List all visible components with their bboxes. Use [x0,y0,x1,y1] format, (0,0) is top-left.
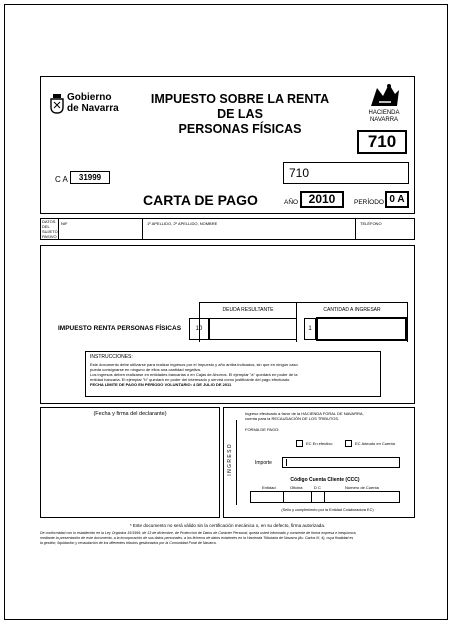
signature-label: (Fecha y firma del declarante) [93,411,167,417]
ccc-oficina-label: Oficina [290,485,303,490]
signature-box[interactable] [40,407,220,518]
tax-row-label: IMPUESTO RENTA PERSONAS FÍSICAS [58,325,182,332]
legal-line-3: la gestión, liquidación y recaudación de los diferentes tributos gestionados por la Comunidad Foral de Navarra. [40,540,217,545]
ingreso-line-2: cuenta para la RECAUDACIÓN DE LOS TRIBUTOS. [245,416,340,421]
nif-field[interactable] [58,218,143,240]
period-field[interactable]: 0 A [385,191,409,208]
document-title: CARTA DE PAGO [143,192,258,208]
debt-amount-field[interactable] [209,318,297,340]
hacienda-navarra-logo-icon [365,80,405,110]
nif-label: NIF [61,221,68,226]
validity-note: * Este documento no será válido sin la certificación mecánica o, en su defecto, firma autorizada. [129,523,326,528]
year-field[interactable]: 2010 [300,191,344,208]
legal-text [40,531,415,545]
ccc-sep-3 [324,491,325,503]
model-number-box: 710 [357,130,407,154]
taxpayer-section-label: DATOS DEL SUJETO PASIVO [42,219,58,239]
payment-form-label: FORMA DE PAGO: [245,427,280,432]
account-label: EC Adeudo en Cuenta [355,441,395,446]
gov-name-line1: Gobierno [67,92,112,103]
box-1-label: 1 [304,318,316,340]
instructions-line-1: Este documento debe utilizarse para realizar ingresos por el Impuesto y año arriba indicados, sin que en ningún caso [90,362,298,367]
instructions-line-4: entidad bancaria. El ejemplar "b" quedará en poder del interesado y servirá como justificante del pago efectuado. [90,377,291,382]
col-header-pay: CANTIDAD A INGRESAR [323,307,381,313]
payment-amount-field[interactable] [316,317,407,341]
ccc-sep-1 [283,491,284,503]
gov-name-line2: de Navarra [67,103,119,114]
ingreso-line-1: Ingreso efectuado a favor de la HACIENDA FORAL DE NAVARRA, [245,411,364,416]
instructions-title: INSTRUCCIONES: [90,354,133,360]
ccc-entidad-label: Entidad [262,485,276,490]
cash-label: EC En efectivo [306,441,333,446]
ccc-field[interactable] [250,491,400,503]
stamp-caption: (Sello y cumplimiento por la Entidad Colaboradora EC) [281,508,374,512]
instructions-box [85,351,381,397]
code-field[interactable]: 710 [283,162,409,184]
year-label: AÑO [284,199,299,206]
account-checkbox[interactable] [345,440,352,447]
gobierno-navarra-logo [50,92,120,120]
phone-label: TELÉFONO [360,221,382,226]
instructions-line-2: pueda consignarse en ninguno de ellos una cantidad negativa. [90,367,201,372]
hacienda-label-line2: NAVARRA [369,117,399,123]
name-label: 1º APELLIDO, 2º APELLIDO, NOMBRE [147,221,218,226]
page-title [150,92,330,137]
ccc-dc-label: D C [314,485,321,490]
cash-checkbox[interactable] [296,440,303,447]
instructions-deadline: FECHA LÍMITE DE PAGO EN PERÍODO VOLUNTARIO: 4 DE JULIO DE 2011 [90,382,232,387]
title-line-2: DE LAS [217,107,263,121]
ccc-numero-label: Número de Cuenta [345,485,379,490]
period-label: PERÍODO [354,199,384,206]
instructions-line-3: Los ingresos deben realizarse en entidades bancarias o en Cajas de Ahorros. El ejemplar "a" quedará en poder de la [90,372,298,377]
amount-field-marker [286,459,287,466]
ca-value-field[interactable]: 31999 [70,171,110,184]
title-line-1: IMPUESTO SOBRE LA RENTA [150,92,330,106]
ccc-sep-2 [311,491,312,503]
amount-field[interactable] [282,457,400,468]
ingreso-side-text: I N G R E S O [227,444,233,476]
legal-line-1: De conformidad con lo establecido en la Ley Orgánica 15/1999, de 13 de diciembre, de Protección de Datos de Carácter Personal, queda usted informado y consiente de forma expresa e inequívoca, [40,531,357,535]
legal-line-2: mediante la presentación de este documento, a la incorporación de sus datos personales, a los ficheros de datos existentes en la Hacienda Tributaria de Navarra (Av. Carlos III, 4), cuya finalidad es [40,535,354,540]
navarra-shield-icon [50,94,64,114]
title-line-3: PERSONAS FÍSICAS [178,122,302,136]
ca-label: C A [55,175,68,184]
col-header-debt: DEUDA RESULTANTE [222,307,274,313]
amount-label: Importe [255,460,272,466]
ccc-title: Código Cuenta Cliente (CCC) [290,477,360,483]
amounts-header-right-border [407,302,408,342]
hacienda-label-line1: HACIENDA [368,110,400,116]
box-10-label: 10 [189,318,209,340]
